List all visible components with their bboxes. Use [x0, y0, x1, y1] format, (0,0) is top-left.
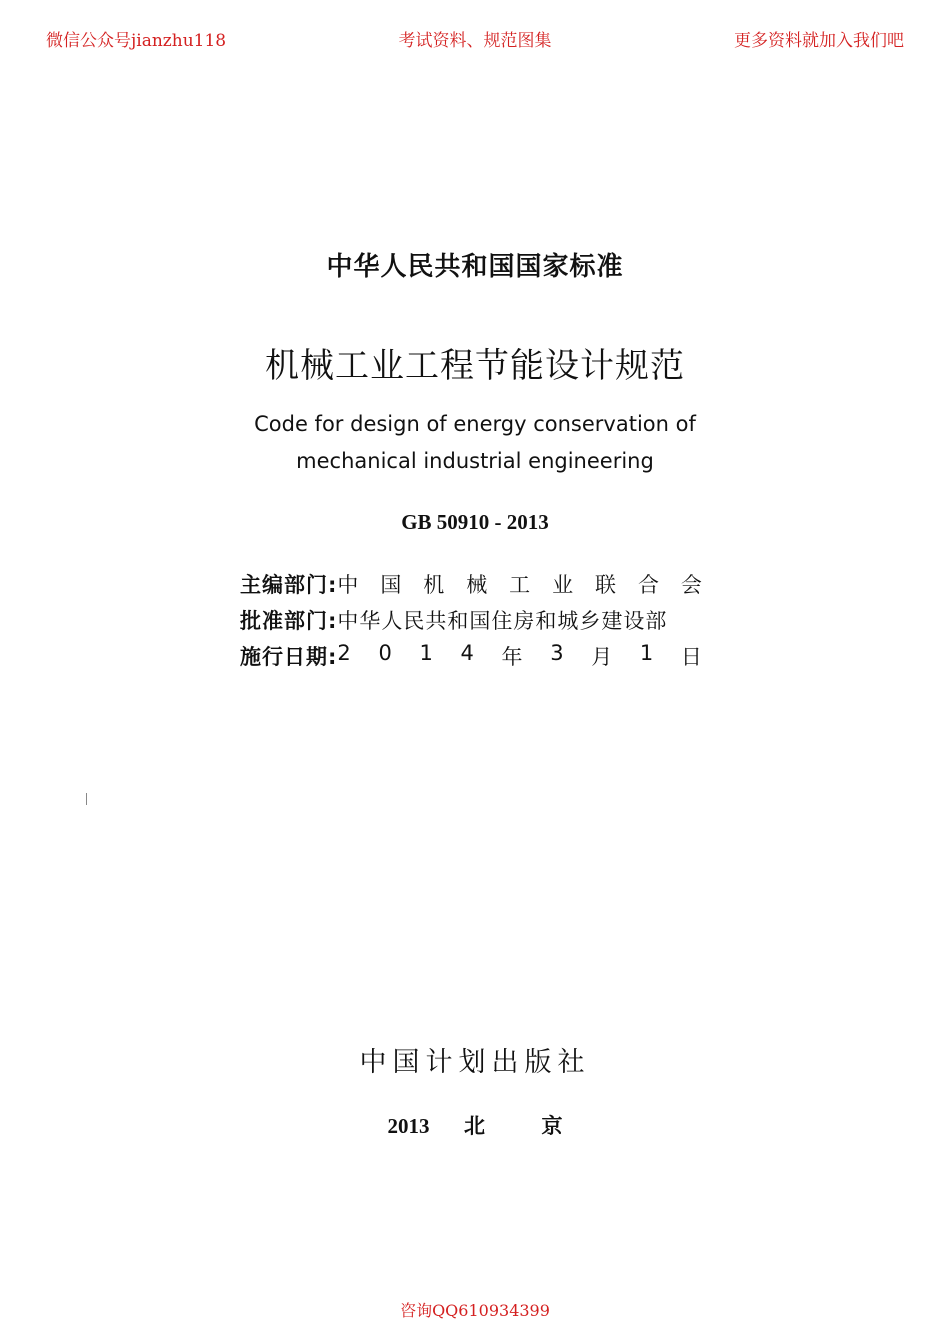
meta-label-effective-date: 施行日期: [240, 645, 338, 669]
meta-char: 会 [680, 573, 702, 597]
meta-char: 联 [595, 573, 617, 597]
meta-char: 4 [460, 641, 474, 665]
meta-char: 2 [337, 641, 351, 665]
meta-value-effective-date [337, 641, 702, 671]
publication-place-year [0, 1110, 950, 1140]
meta-char: 月 [591, 645, 613, 669]
publication-city-char-1: 北 [464, 1114, 485, 1138]
watermark-top-left: 微信公众号jianzhu118 [46, 31, 227, 51]
meta-label-editor: 主编部门: [240, 573, 338, 597]
meta-char: 工 [509, 573, 531, 597]
meta-value-editor [337, 569, 702, 599]
meta-row-editor [240, 566, 702, 602]
watermark-top-center: 考试资料、规范图集 [398, 31, 552, 51]
meta-char: 国 [380, 573, 402, 597]
standard-number: GB 50910 - 2013 [401, 510, 549, 534]
meta-row-approver [240, 602, 702, 638]
document-meta [240, 566, 702, 674]
meta-char: 中 [337, 573, 359, 597]
standard-category: 中华人民共和国国家标准 [326, 252, 624, 282]
watermark-bottom: 咨询QQ610934399 [400, 1301, 550, 1320]
publication-city-char-2: 京 [541, 1114, 563, 1138]
meta-char: 1 [639, 641, 654, 665]
document-title-en-line1: Code for design of energy conservation of [254, 412, 696, 436]
meta-char: 0 [378, 641, 392, 665]
meta-char: 3 [550, 641, 564, 665]
scan-speck [86, 793, 87, 805]
meta-char: 机 [423, 573, 445, 597]
meta-value-approver: 中华人民共和国住房和城乡建设部 [337, 609, 668, 633]
meta-label-approver: 批准部门: [240, 609, 338, 633]
meta-char: 业 [552, 573, 574, 597]
publisher-name: 中国计划出版社 [359, 1047, 591, 1078]
meta-char: 械 [466, 573, 488, 597]
document-title-cn: 机械工业工程节能设计规范 [265, 346, 685, 386]
meta-row-effective-date [240, 638, 702, 674]
document-title-en-line2: mechanical industrial engineering [296, 449, 654, 473]
meta-char: 年 [501, 645, 523, 669]
meta-char: 1 [419, 641, 433, 665]
meta-char: 合 [637, 573, 659, 597]
watermark-top-right: 更多资料就加入我们吧 [734, 31, 904, 51]
publication-year: 2013 [387, 1114, 430, 1138]
meta-char: 日 [680, 645, 702, 669]
